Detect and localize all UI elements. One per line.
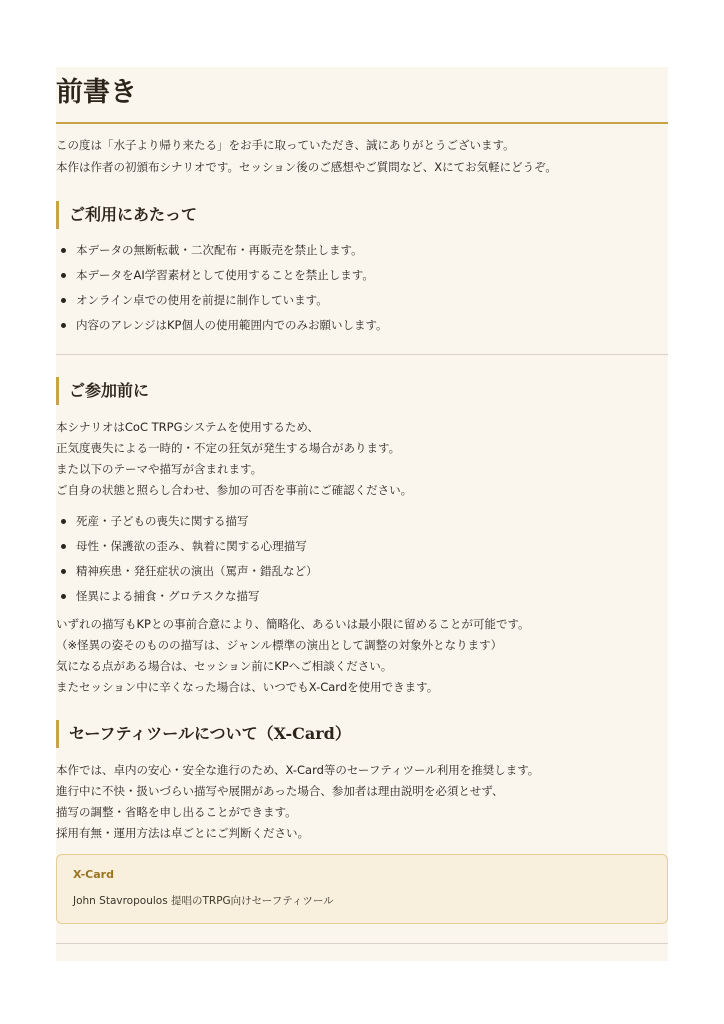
safety-line-1: 本作では、卓内の安心・安全な進行のため、X-Card等のセーフティツール利用を推奨します。 bbox=[56, 763, 540, 777]
list-item: 母性・保護欲の歪み、執着に関する心理描写 bbox=[56, 534, 318, 559]
list-item: 怪異による捕食・グロテスクな描写 bbox=[56, 584, 318, 609]
usage-list bbox=[56, 238, 388, 338]
note-title: X-Card bbox=[73, 868, 114, 881]
list-item: 内容のアレンジはKP個人の使用範囲内でのみお願いします。 bbox=[56, 313, 388, 338]
list-item: 精神疾患・発狂症状の演出（罵声・錯乱など） bbox=[56, 559, 318, 584]
before-line-3: また以下のテーマや描写が含まれます。 bbox=[56, 462, 263, 476]
before-after-line-3: 気になる点がある場合は、セッション前にKPへご相談ください。 bbox=[56, 659, 393, 673]
list-item: 本データをAI学習素材として使用することを禁止します。 bbox=[56, 263, 388, 288]
list-item: オンライン卓での使用を前提に制作しています。 bbox=[56, 288, 388, 313]
note-body: John Stavropoulos 提唱のTRPG向けセーフティツール bbox=[73, 895, 334, 907]
x-card-note-box bbox=[56, 854, 668, 924]
section-divider bbox=[56, 354, 668, 355]
title-underline bbox=[56, 122, 668, 124]
document-page bbox=[56, 67, 668, 961]
section-heading-safety: セーフティツールについて（X-Card） bbox=[56, 720, 351, 748]
list-item: 死産・子どもの喪失に関する描写 bbox=[56, 509, 318, 534]
section-divider bbox=[56, 943, 668, 944]
section-heading-usage: ご利用にあたって bbox=[56, 201, 197, 229]
before-line-4: ご自身の状態と照らし合わせ、参加の可否を事前にご確認ください。 bbox=[56, 483, 413, 497]
before-after-line-2: （※怪異の姿そのものの描写は、ジャンル標準の演出として調整の対象外となります） bbox=[56, 638, 503, 652]
intro-line-2: 本作は作者の初頒布シナリオです。セッション後のご感想やご質問など、Xにてお気軽にどうぞ。 bbox=[56, 160, 557, 174]
before-line-2: 正気度喪失による一時的・不定の狂気が発生する場合があります。 bbox=[56, 441, 401, 455]
intro-line-1: この度は「水子より帰り来たる」をお手に取っていただき、誠にありがとうございます。 bbox=[56, 138, 515, 152]
before-after-line-4: またセッション中に辛くなった場合は、いつでもX-Cardを使用できます。 bbox=[56, 680, 439, 694]
before-after-line-1: いずれの描写もKPとの事前合意により、簡略化、あるいは最小限に留めることが可能です。 bbox=[56, 617, 530, 631]
safety-line-4: 採用有無・運用方法は卓ごとにご判断ください。 bbox=[56, 826, 309, 840]
page-title: 前書き bbox=[56, 77, 137, 108]
safety-line-3: 描写の調整・省略を申し出ることができます。 bbox=[56, 805, 297, 819]
safety-line-2: 進行中に不快・扱いづらい描写や展開があった場合、参加者は理由説明を必須とせず、 bbox=[56, 784, 504, 798]
list-item: 本データの無断転載・二次配布・再販売を禁止します。 bbox=[56, 238, 388, 263]
content-warning-list bbox=[56, 509, 318, 609]
section-heading-before: ご参加前に bbox=[56, 377, 149, 405]
before-line-1: 本シナリオはCoC TRPGシステムを使用するため、 bbox=[56, 420, 319, 434]
